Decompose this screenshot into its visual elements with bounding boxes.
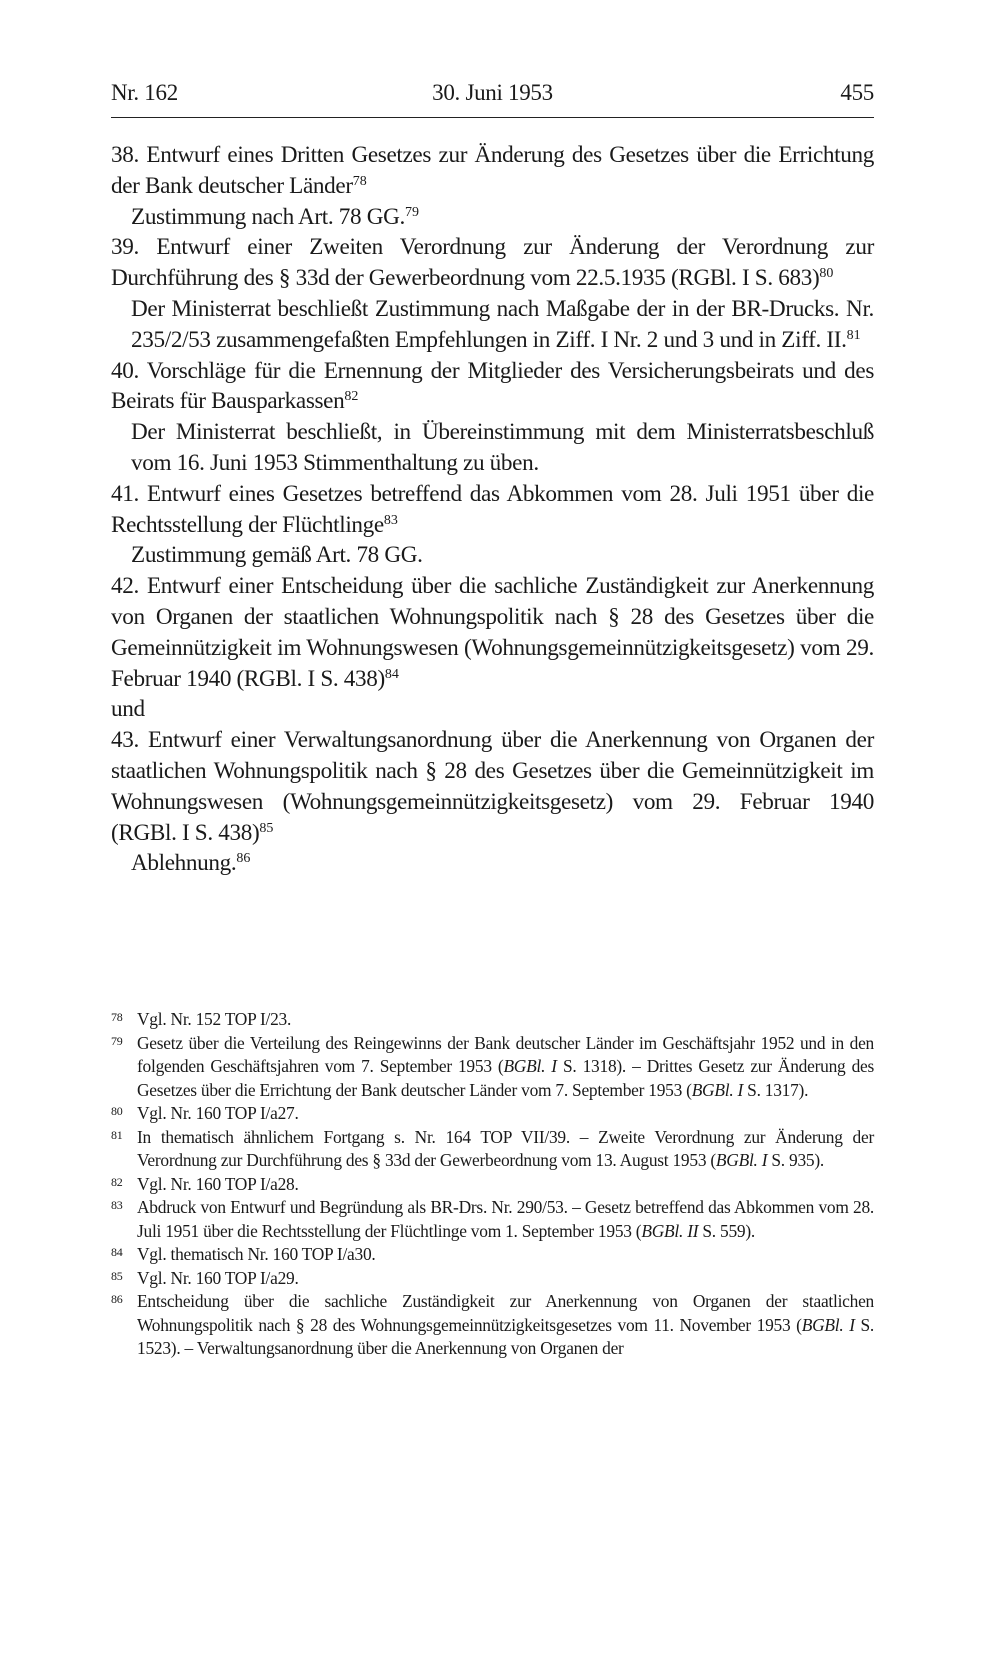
citation-source: BGBl. I [801,1314,855,1335]
footnote-number: 80 [111,1104,123,1118]
footnote [111,1196,874,1243]
footnote-number: 82 [111,1174,123,1189]
agenda-decision [111,848,874,879]
agenda-body [111,140,874,879]
footnote-reference[interactable]: 78 [352,173,367,189]
footnote-text: In thematisch ähnlichem Fortgang s. Nr. 164 TOP VII/39. – Zweite Verordnung zur Änderung der Verordnung zur Durchführung des § 33d der Gewerbeordnung vom 13. August 1953 ( [137,1126,874,1170]
footnote-reference[interactable]: 85 [259,820,274,836]
footnote-reference[interactable]: 84 [384,666,399,682]
agenda-item [111,232,874,294]
agenda-item [111,140,874,202]
footnote-number: 84 [111,1245,123,1259]
paragraph-text: Ablehnung. [131,850,237,877]
paragraph-text: Zustimmung gemäß Art. 78 GG. [131,542,423,569]
agenda-item [111,725,874,848]
agenda-decision [111,202,874,233]
agenda-item [111,356,874,418]
footnotes [111,1008,874,1361]
footnote [111,1008,874,1032]
footnote [111,1243,874,1267]
footnote-text: Vgl. Nr. 160 TOP I/a28. [137,1173,299,1194]
footnote [111,1267,874,1291]
session-date: 30. Juni 1953 [432,80,553,105]
footnote-reference[interactable]: 86 [236,851,251,867]
footnote-text: S. 1523). – Verwaltungsanordnung über die Anerkennung von Organen der [137,1314,875,1358]
footnote-reference[interactable]: 80 [819,266,834,282]
footnote-text: Vgl. Nr. 152 TOP I/23. [137,1009,292,1029]
footnote-number: 78 [111,1010,123,1024]
agenda-decision [111,540,874,571]
footnote-number: 86 [111,1292,123,1306]
footnote-reference[interactable]: 79 [404,204,419,220]
footnote-text: S. 935). [767,1150,824,1170]
footnote [111,1102,874,1126]
paragraph-text: und [111,696,145,723]
footnote [111,1173,874,1197]
footnote-number: 85 [111,1268,123,1283]
paragraph-text: Der Ministerrat beschließt Zustimmung nach Maßgabe der in der BR-Drucks. Nr. 235/2/53 zusammengefaßten Empfehlungen in Ziff. I Nr. 2 und 3 und in Ziff. II. [131,295,874,353]
agenda-decision [111,294,874,356]
paragraph-text: 41. Entwurf eines Gesetzes betreffend das Abkommen vom 28. Juli 1951 über die Rechtsstellung der Flüchtlinge [111,480,874,538]
paragraph-text: 43. Entwurf einer Verwaltungsanordnung über die Anerkennung von Organen der staatlichen Wohnungspolitik nach § 28 des Gesetzes über die Gemeinnützigkeit im Wohnungswesen (Wohnungsgemeinnützigkeitsgesetz) vom 29. Februar 1940 (RGBl. I S. 438) [111,727,874,846]
citation-source: BGBl. II [641,1220,699,1241]
agenda-decision [111,417,874,479]
citation-source: BGBl. I [691,1079,744,1100]
paragraph-text: Der Ministerrat beschließt, in Übereinstimmung mit dem Ministerratsbeschluß vom 16. Juni 1953 Stimmenthaltung zu üben. [131,419,874,476]
header-rule [111,117,874,118]
paragraph-text: 40. Vorschläge für die Ernennung der Mitglieder des Versicherungsbeirats und des Beirats für Bausparkassen [111,357,874,415]
footnote [111,1032,874,1103]
footnote [111,1290,874,1361]
document-number: Nr. 162 [111,80,178,105]
running-header [111,78,874,114]
footnote [111,1126,874,1173]
footnote-text: Vgl. Nr. 160 TOP I/a29. [137,1267,299,1288]
agenda-item [111,571,874,694]
footnote-text: Entscheidung über die sachliche Zuständigkeit zur Anerkennung von Organen der staatlichen Wohnungspolitik nach § 28 des Wohnungsgemeinnützigkeitsgesetzes vom 11. November 1953 ( [137,1291,874,1335]
footnote-text: Gesetz über die Verteilung des Reingewinns der Bank deutscher Länder im Geschäftsjahr 1952 und in den folgenden Geschäftsjahren vom 7. September 1953 ( [137,1032,874,1076]
citation-source: BGBl. I [715,1150,768,1170]
footnote-number: 79 [111,1033,123,1048]
footnote-text: Vgl. thematisch Nr. 160 TOP I/a30. [137,1244,376,1264]
footnote-text: S. 1318). – Drittes Gesetz zur Änderung des Gesetzes über die Errichtung der Bank deutscher Länder vom 7. September 1953 ( [137,1056,875,1100]
page-number: 455 [840,80,874,105]
footnote-text: S. 559). [698,1220,755,1241]
agenda-item [111,694,874,725]
paragraph-text: 38. Entwurf eines Dritten Gesetzes zur Änderung des Gesetzes über die Errichtung der Bank deutscher Länder [111,142,874,199]
footnote-number: 81 [111,1127,123,1142]
footnote-text: Abdruck von Entwurf und Begründung als BR-Drs. Nr. 290/53. – Gesetz betreffend das Abkommen vom 28. Juli 1951 über die Rechtsstellung der Flüchtlinge vom 1. September 1953 ( [137,1197,874,1241]
paragraph-text: Zustimmung nach Art. 78 GG. [131,203,405,230]
paragraph-text: 39. Entwurf einer Zweiten Verordnung zur Änderung der Verordnung zur Durchführung des § 33d der Gewerbeordnung vom 22.5.1935 (RGBl. I S. 683) [111,234,874,292]
paragraph-text: 42. Entwurf einer Entscheidung über die sachliche Zuständigkeit zur Anerkennung von Organen der staatlichen Wohnungspolitik nach § 28 des Gesetzes über die Gemeinnützigkeit im Wohnungswesen (Wohnungsgemeinnützigkeitsgesetz) vom 29. Februar 1940 (RGBl. I S. 438) [111,573,874,692]
footnote-text: S. 1317). [743,1079,809,1100]
footnote-reference[interactable]: 83 [383,512,398,528]
footnote-text: Vgl. Nr. 160 TOP I/a27. [137,1103,299,1123]
citation-source: BGBl. I [503,1056,557,1076]
footnote-reference[interactable]: 82 [344,389,359,405]
footnote-reference[interactable]: 81 [846,327,861,343]
footnote-number: 83 [111,1198,123,1212]
agenda-item [111,479,874,541]
